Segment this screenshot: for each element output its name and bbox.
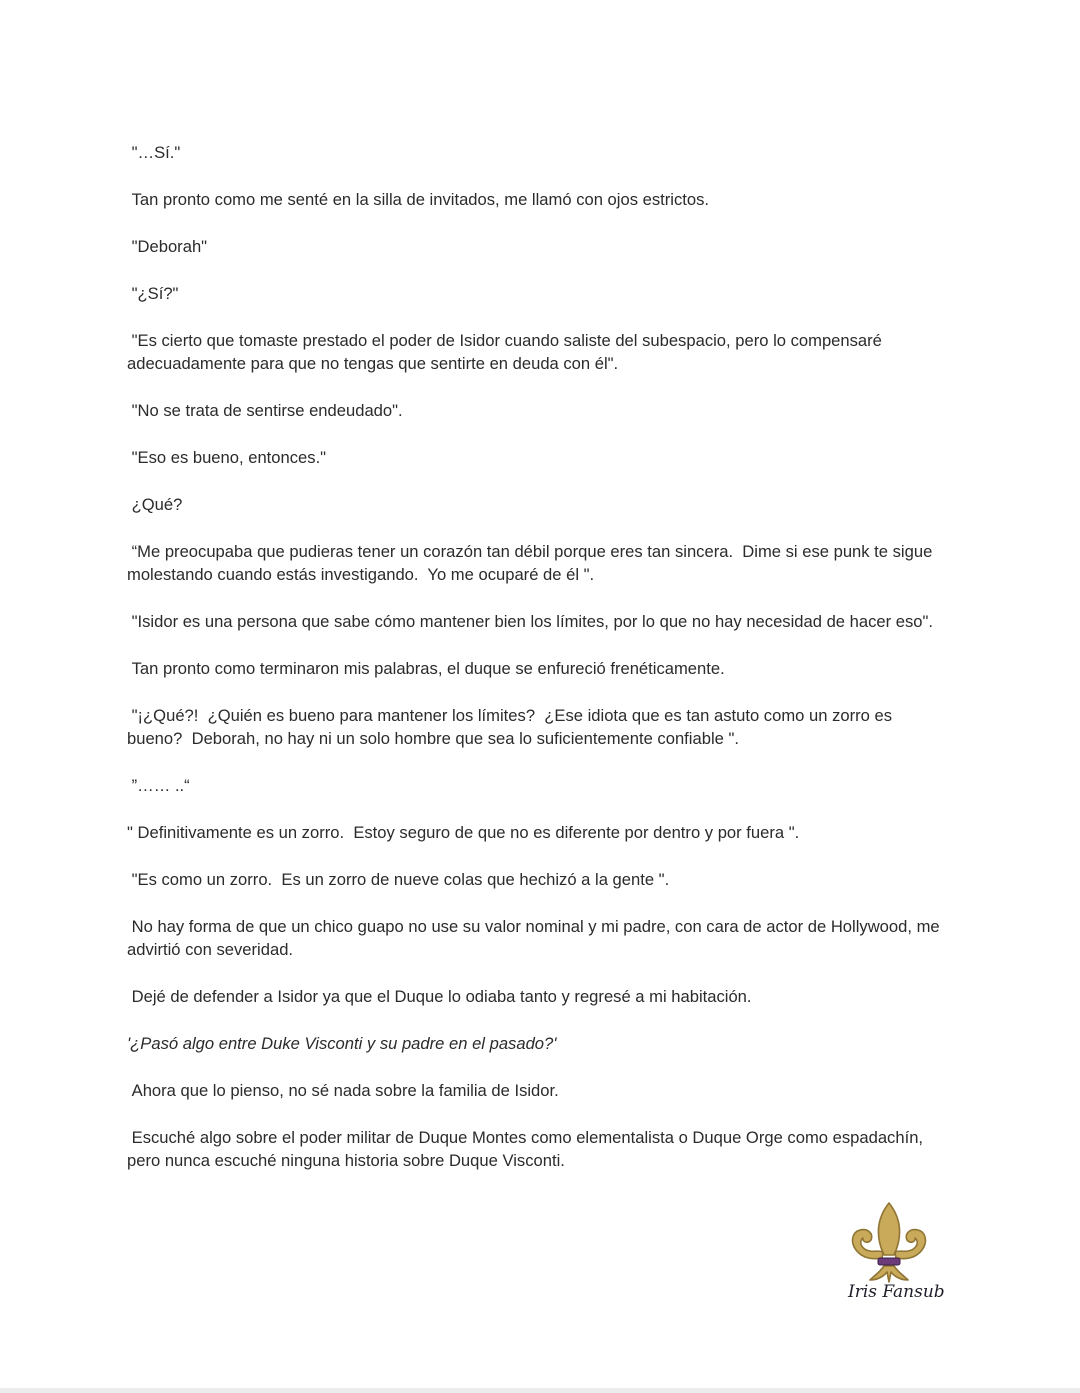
iris-fansub-logo xyxy=(840,1200,945,1310)
page-bottom-edge xyxy=(0,1388,1080,1393)
paragraph: "…Sí." xyxy=(127,143,181,162)
paragraph: "Deborah" xyxy=(127,237,208,256)
paragraph: "¿Sí?" xyxy=(127,284,179,303)
paragraph: "¡¿Qué?! ¿Quién es bueno para mantener los límites? ¿Ese idiota que es tan astuto como un zorro es bueno? Deborah, no hay ni un solo hombre que sea lo suficientemente confiable ". xyxy=(127,706,897,748)
paragraph: “Me preocupaba que pudieras tener un corazón tan débil porque eres tan sincera. Dime si ese punk te sigue molestando cuando estás investigando. Yo me ocuparé de él ". xyxy=(127,542,937,584)
paragraph: Tan pronto como me senté en la silla de invitados, me llamó con ojos estrictos. xyxy=(127,190,710,209)
paragraph: No hay forma de que un chico guapo no use su valor nominal y mi padre, con cara de actor de Hollywood, me advirtió con severidad. xyxy=(127,917,945,959)
paragraph: "Isidor es una persona que sabe cómo mantener bien los límites, por lo que no hay necesidad de hacer eso". xyxy=(127,612,934,631)
paragraph: Escuché algo sobre el poder militar de Duque Montes como elementalista o Duque Orge como espadachín, pero nunca escuché ninguna historia sobre Duque Visconti. xyxy=(127,1128,928,1170)
paragraph: "Es cierto que tomaste prestado el poder de Isidor cuando saliste del subespacio, pero lo compensaré adecuadamente para que no tengas que sentirte en deuda con él". xyxy=(127,331,887,373)
paragraph: Tan pronto como terminaron mis palabras, el duque se enfureció frenéticamente. xyxy=(127,659,725,678)
paragraph: Ahora que lo pienso, no sé nada sobre la familia de Isidor. xyxy=(127,1081,559,1100)
paragraph: "Eso es bueno, entonces." xyxy=(127,448,327,467)
paragraph: Dejé de defender a Isidor ya que el Duque lo odiaba tanto y regresé a mi habitación. xyxy=(127,987,752,1006)
paragraph: "Es como un zorro. Es un zorro de nueve colas que hechizó a la gente ". xyxy=(127,870,670,889)
italic-thought-paragraph: '¿Pasó algo entre Duke Visconti y su padre en el pasado?' xyxy=(127,1034,557,1053)
document-body xyxy=(127,141,947,1196)
paragraph: " Definitivamente es un zorro. Estoy seguro de que no es diferente por dentro y por fuera ". xyxy=(127,823,800,842)
logo-text: Iris Fansub xyxy=(848,1282,945,1302)
fleur-de-lis-icon xyxy=(844,1200,934,1286)
paragraph: ”…… ..“ xyxy=(127,776,190,795)
paragraph: ¿Qué? xyxy=(127,495,183,514)
paragraph: "No se trata de sentirse endeudado". xyxy=(127,401,403,420)
